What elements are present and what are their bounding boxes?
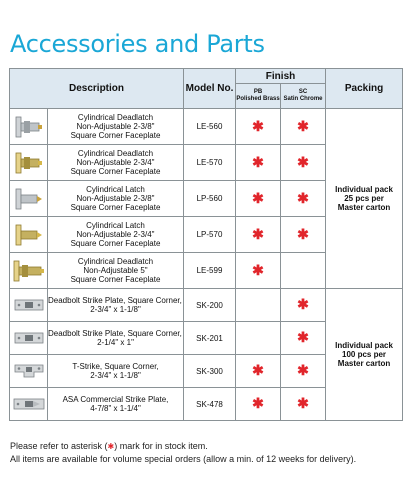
- description-line: Non-Adjustable 5": [83, 266, 148, 275]
- in-stock-asterisk: ✱: [252, 153, 264, 170]
- parts-table: [9, 68, 403, 421]
- finish-pb-cell: [236, 322, 281, 355]
- finish-sc-code: SC: [298, 89, 308, 95]
- in-stock-asterisk: ✱: [297, 296, 309, 312]
- description-line: ASA Commercial Strike Plate,: [62, 395, 169, 404]
- in-stock-asterisk: ✱: [297, 225, 309, 242]
- model-cell: LE-560: [184, 109, 236, 145]
- description-line: Cylindrical Deadlatch: [77, 257, 154, 266]
- asterisk-icon: ✱: [107, 442, 115, 451]
- product-image: [10, 181, 48, 217]
- product-image: [10, 355, 48, 388]
- description-line: 2-3/4" x 1-1/8": [90, 305, 141, 314]
- finish-sc-cell: [281, 217, 326, 253]
- note-text: ) mark for in stock item.: [114, 441, 208, 451]
- description-line: T-Strike, Square Corner,: [72, 362, 159, 371]
- packing-line: 100 pcs per: [342, 350, 387, 359]
- description-line: 2-3/4" x 1-1/8": [90, 371, 141, 380]
- description-cell: [48, 289, 184, 322]
- product-image: [10, 322, 48, 355]
- product-image: [10, 145, 48, 181]
- product-image: [10, 217, 48, 253]
- t-strike-icon: [14, 363, 44, 379]
- finish-sc-cell: [281, 145, 326, 181]
- table-row: [10, 289, 403, 322]
- in-stock-asterisk: ✱: [252, 395, 264, 411]
- description-cell: [48, 253, 184, 289]
- finish-sc-cell: [281, 289, 326, 322]
- finish-pb-code: PB: [253, 89, 263, 95]
- deadlatch-icon: [13, 259, 45, 283]
- in-stock-asterisk: ✱: [297, 395, 309, 411]
- strike-plate-icon: [14, 331, 44, 345]
- product-image: [10, 289, 48, 322]
- strike-plate-icon: [13, 397, 45, 411]
- in-stock-asterisk: ✱: [297, 329, 309, 345]
- header-description: Description: [10, 69, 184, 109]
- model-cell: SK-201: [184, 322, 236, 355]
- description-line: Cylindrical Deadlatch: [77, 149, 154, 158]
- finish-pb-cell: [236, 355, 281, 388]
- description-cell: [48, 355, 184, 388]
- description-line: Non-Adjustable 2-3/4": [76, 230, 155, 239]
- finish-sc-cell: [281, 181, 326, 217]
- description-line: Square Corner Faceplate: [70, 167, 161, 176]
- description-line: Square Corner Faceplate: [70, 239, 161, 248]
- packing-line: Individual pack: [335, 185, 393, 194]
- product-image: [10, 109, 48, 145]
- finish-pb-name: Polished Brass: [236, 96, 280, 102]
- in-stock-asterisk: ✱: [252, 362, 264, 378]
- note-text: Please refer to asterisk (: [10, 441, 108, 451]
- finish-pb-cell: [236, 217, 281, 253]
- in-stock-asterisk: ✱: [252, 261, 264, 278]
- model-cell: SK-300: [184, 355, 236, 388]
- description-cell: [48, 109, 184, 145]
- latch-icon: [14, 223, 44, 247]
- packing-cell: [326, 289, 403, 421]
- in-stock-asterisk: ✱: [252, 117, 264, 134]
- packing-cell: [326, 109, 403, 289]
- description-line: Cylindrical Latch: [86, 221, 145, 230]
- finish-pb-cell: [236, 388, 281, 421]
- model-cell: LP-560: [184, 181, 236, 217]
- page-title: Accessories and Parts: [10, 30, 265, 58]
- footnotes: [10, 440, 356, 466]
- table-row: [10, 109, 403, 145]
- header-packing: Packing: [326, 69, 403, 109]
- header-finish-pb: [236, 84, 281, 109]
- description-line: Non-Adjustable 2-3/8": [76, 194, 155, 203]
- in-stock-asterisk: ✱: [297, 153, 309, 170]
- finish-sc-cell: [281, 253, 326, 289]
- finish-sc-cell: [281, 109, 326, 145]
- description-cell: [48, 217, 184, 253]
- header-finish: Finish: [236, 69, 326, 84]
- description-line: Non-Adjustable 2-3/8": [76, 122, 155, 131]
- description-line: Deadbolt Strike Plate, Square Corner,: [48, 296, 182, 305]
- description-line: Cylindrical Latch: [86, 185, 145, 194]
- finish-sc-name: Satin Chrome: [283, 96, 323, 102]
- description-line: Non-Adjustable 2-3/4": [76, 158, 155, 167]
- finish-pb-cell: [236, 181, 281, 217]
- finish-pb-cell: [236, 145, 281, 181]
- special-order-note: All items are available for volume special orders (allow a min. of 12 weeks for delivery).: [10, 454, 357, 464]
- packing-line: Master carton: [337, 359, 391, 368]
- model-cell: SK-200: [184, 289, 236, 322]
- packing-line: Master carton: [337, 203, 391, 212]
- model-cell: LE-570: [184, 145, 236, 181]
- deadlatch-icon: [14, 151, 44, 175]
- deadlatch-icon: [14, 115, 44, 139]
- finish-sc-cell: [281, 388, 326, 421]
- finish-sc-cell: [281, 355, 326, 388]
- description-cell: [48, 322, 184, 355]
- description-line: Square Corner Faceplate: [70, 275, 161, 284]
- description-cell: [48, 181, 184, 217]
- description-line: 4-7/8" x 1-1/4": [90, 404, 141, 413]
- finish-pb-cell: [236, 289, 281, 322]
- latch-icon: [14, 187, 44, 211]
- in-stock-asterisk: ✱: [297, 117, 309, 134]
- description-line: Square Corner Faceplate: [70, 203, 161, 212]
- packing-line: Individual pack: [335, 341, 393, 350]
- in-stock-asterisk: ✱: [252, 189, 264, 206]
- in-stock-asterisk: ✱: [297, 362, 309, 378]
- product-image: [10, 253, 48, 289]
- stock-note: [10, 440, 356, 453]
- header-finish-sc: [281, 84, 326, 109]
- finish-pb-cell: [236, 109, 281, 145]
- description-line: Deadbolt Strike Plate, Square Corner,: [48, 329, 182, 338]
- in-stock-asterisk: ✱: [297, 189, 309, 206]
- description-line: 2-1/4" x 1": [97, 338, 134, 347]
- strike-plate-icon: [14, 298, 44, 312]
- in-stock-asterisk: ✱: [252, 225, 264, 242]
- model-cell: SK-478: [184, 388, 236, 421]
- packing-line: 25 pcs per: [344, 194, 384, 203]
- finish-pb-cell: [236, 253, 281, 289]
- description-cell: [48, 145, 184, 181]
- description-line: Square Corner Faceplate: [70, 131, 161, 140]
- header-model: Model No.: [184, 69, 236, 109]
- description-cell: [48, 388, 184, 421]
- description-line: Cylindrical Deadlatch: [77, 113, 154, 122]
- model-cell: LE-599: [184, 253, 236, 289]
- finish-sc-cell: [281, 322, 326, 355]
- model-cell: LP-570: [184, 217, 236, 253]
- product-image: [10, 388, 48, 421]
